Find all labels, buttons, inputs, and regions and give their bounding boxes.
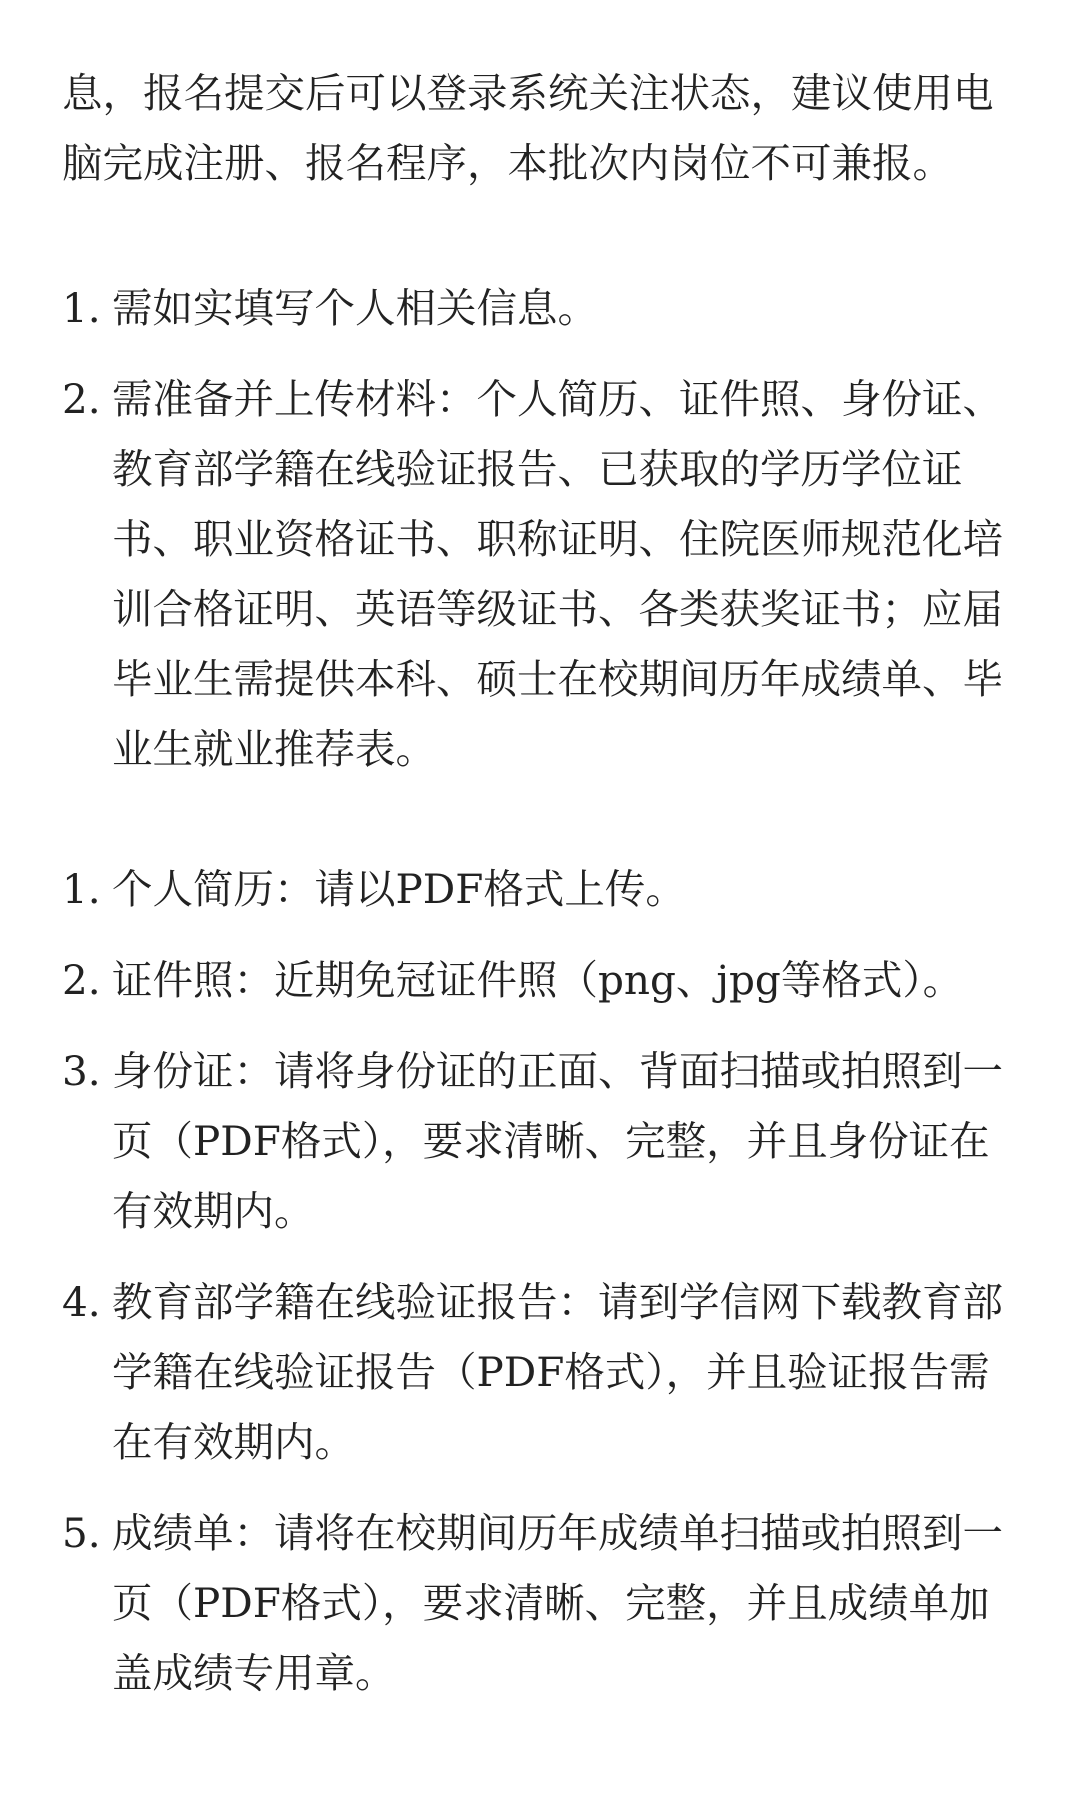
list-item-number: 5. <box>62 1509 101 1557</box>
list-item-number: 3. <box>62 1047 101 1095</box>
list-item <box>62 854 1022 924</box>
list-item-text: 身份证：请将身份证的正面、背面扫描或拍照到一页（PDF格式），要求清晰、完整，并且身份证在有效期内。 <box>112 1047 1003 1235</box>
list-item-text: 需如实填写个人相关信息。 <box>112 284 598 332</box>
list-item <box>62 364 1022 784</box>
article-body <box>62 58 1022 1708</box>
list-item <box>62 1036 1022 1246</box>
list-item <box>62 1498 1022 1708</box>
list-item-text: 需准备并上传材料：个人简历、证件照、身份证、教育部学籍在线验证报告、已获取的学历学位证书、职业资格证书、职称证明、住院医师规范化培训合格证明、英语等级证书、各类获奖证书；应届毕业生需提供本科、硕士在校期间历年成绩单、毕业生就业推荐表。 <box>112 375 1003 773</box>
list-item <box>62 273 1022 343</box>
list-item-text: 证件照：近期免冠证件照（png、jpg等格式）。 <box>112 956 964 1004</box>
list-item-number: 1. <box>62 865 101 913</box>
list-item-text: 教育部学籍在线验证报告：请到学信网下载教育部学籍在线验证报告（PDF格式），并且验证报告需在有效期内。 <box>112 1278 1003 1466</box>
list-item-number: 2. <box>62 375 101 423</box>
list-item-number: 2. <box>62 956 101 1004</box>
list-item-text: 成绩单：请将在校期间历年成绩单扫描或拍照到一页（PDF格式），要求清晰、完整，并且成绩单加盖成绩专用章。 <box>112 1509 1003 1697</box>
list-item <box>62 1267 1022 1477</box>
list-item-text: 个人简历：请以PDF格式上传。 <box>112 865 686 913</box>
list-item <box>62 945 1022 1015</box>
list-item-number: 4. <box>62 1278 101 1326</box>
requirements-list <box>62 273 1022 784</box>
materials-list <box>62 854 1022 1708</box>
intro-paragraph: 息，报名提交后可以登录系统关注状态，建议使用电脑完成注册、报名程序，本批次内岗位不可兼报。 <box>62 69 994 187</box>
list-item-number: 1. <box>62 284 101 332</box>
